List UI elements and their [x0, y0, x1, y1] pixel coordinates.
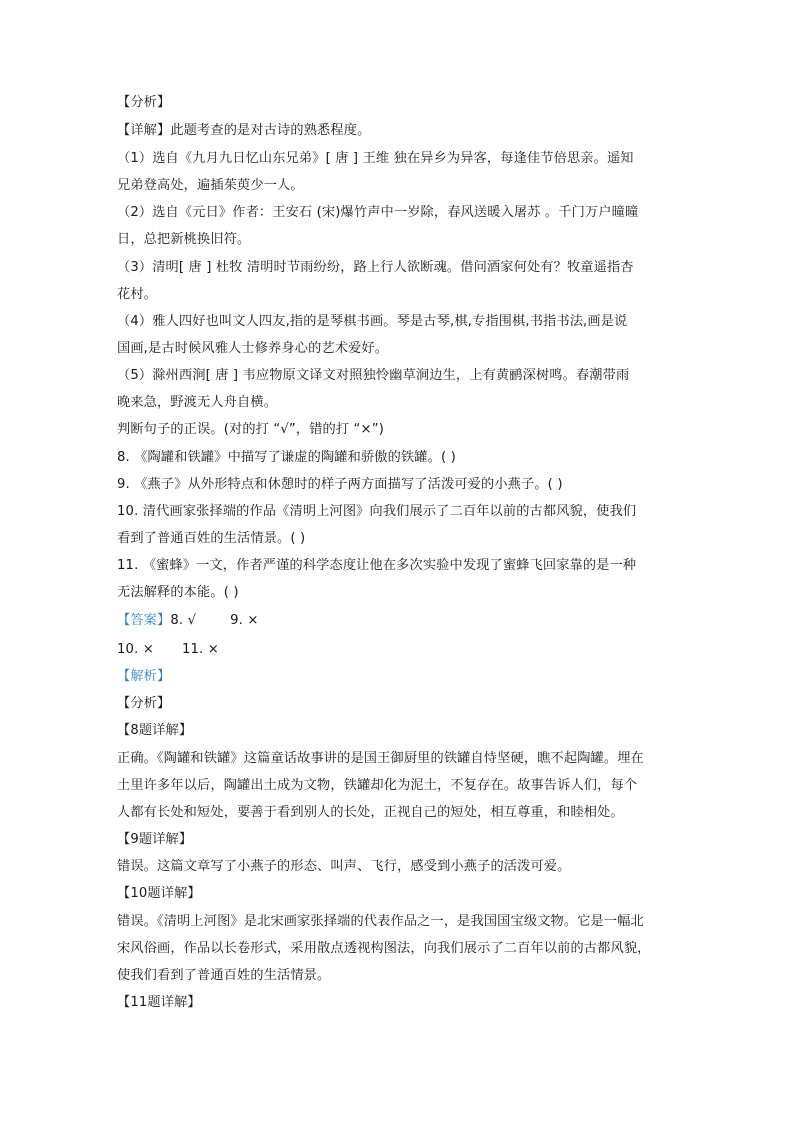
question-8: 8. 《陶罐和铁罐》中描写了谦虚的陶罐和骄傲的铁罐。( ) [117, 450, 456, 465]
section-heading-q9: 【9题详解】 [117, 832, 193, 847]
paragraph-line: 兄弟登高处，遍插茱萸少一人。 [117, 178, 304, 193]
paragraph-line: 人都有长处和短处，要善于看到别人的长处，正视自己的短处，相互尊重，和睦相处。 [117, 805, 624, 820]
paragraph-line: 土里许多年以后，陶罐出土成为文物，铁罐却化为泥土，不复存在。故事告诉人们，每个 [117, 778, 638, 793]
answer-8: 8. √ [170, 613, 197, 628]
answer-10: 10. × [117, 642, 154, 657]
paragraph-line: （1）选自《九月九日忆山东兄弟》[ 唐 ] 王维 独在异乡为异客，每逢佳节倍思亲。遥知 [117, 151, 634, 166]
section-heading-q11: 【11题详解】 [117, 995, 201, 1010]
paragraph-line: 宋风俗画，作品以长卷形式，采用散点透视构图法，向我们展示了二百年以前的古都风貌， [117, 941, 651, 956]
answer-row-1 [117, 612, 259, 630]
question-9: 9. 《燕子》从外形特点和休憩时的样子两方面描写了活泼可爱的小燕子。( ) [117, 477, 563, 492]
paragraph-line: 错误。《清明上河图》是北宋画家张择端的代表作品之一，是我国国宝级文物。它是一幅北 [117, 914, 644, 929]
paragraph-line: 错误。这篇文章写了小燕子的形态、叫声、飞行，感受到小燕子的活泼可爱。 [117, 859, 571, 874]
answer-9: 9. × [230, 613, 259, 628]
paragraph-line: 花村。 [117, 287, 158, 302]
paragraph-line: 使我们看到了普通百姓的生活情景。 [117, 968, 331, 983]
paragraph-line: （3）清明[ 唐 ] 杜牧 清明时节雨纷纷，路上行人欲断魂。借问酒家何处有？牧童遥指杏 [117, 260, 634, 275]
paragraph-line: 国画,是古时候风雅人士修养身心的艺术爱好。 [117, 341, 389, 356]
analysis-label: 【解析】 [117, 669, 171, 684]
section-heading-analysis: 【分析】 [117, 95, 171, 110]
section-heading-detail: 【详解】此题考查的是对古诗的熟悉程度。 [117, 123, 371, 138]
answer-11: 11. × [181, 642, 219, 657]
paragraph-line: 正确。《陶罐和铁罐》这篇童话故事讲的是国王御厨里的铁罐自恃坚硬，瞧不起陶罐。埋在 [117, 751, 644, 766]
question-10-continued: 看到了普通百姓的生活情景。( ) [117, 531, 306, 546]
section-heading-q10: 【10题详解】 [117, 886, 201, 901]
section-heading-q8: 【8题详解】 [117, 723, 193, 738]
question-11-continued: 无法解释的本能。( ) [117, 585, 239, 600]
question-11: 11. 《蜜蜂》一文，作者严谨的科学态度让他在多次实验中发现了蜜蜂飞回家靠的是一种 [117, 558, 637, 573]
paragraph-line: （2）选自《元日》作者：王安石 (宋)爆竹声中一岁除，春风送暖入屠苏 。千门万户曈曈 [117, 205, 639, 220]
paragraph-line: （4）雅人四好也叫文人四友,指的是琴棋书画。琴是古琴,棋,专指围棋,书指书法,画是说 [117, 314, 628, 329]
paragraph-line: （5）滁州西涧[ 唐 ] 韦应物原文译文对照独怜幽草涧边生，上有黄鹂深树鸣。春潮带雨 [117, 368, 630, 383]
paragraph-line: 晚来急，野渡无人舟自横。 [117, 395, 278, 410]
answer-row-2 [117, 641, 219, 659]
question-10: 10. 清代画家张择端的作品《清明上河图》向我们展示了二百年以前的古都风貌，使我们 [117, 504, 637, 519]
question-instruction: 判断句子的正误。(对的打 “√”，错的打 “×”) [117, 422, 385, 437]
answer-label: 【答案】 [117, 613, 171, 628]
paragraph-line: 日，总把新桃换旧符。 [117, 232, 251, 247]
section-heading-analysis: 【分析】 [117, 696, 171, 711]
